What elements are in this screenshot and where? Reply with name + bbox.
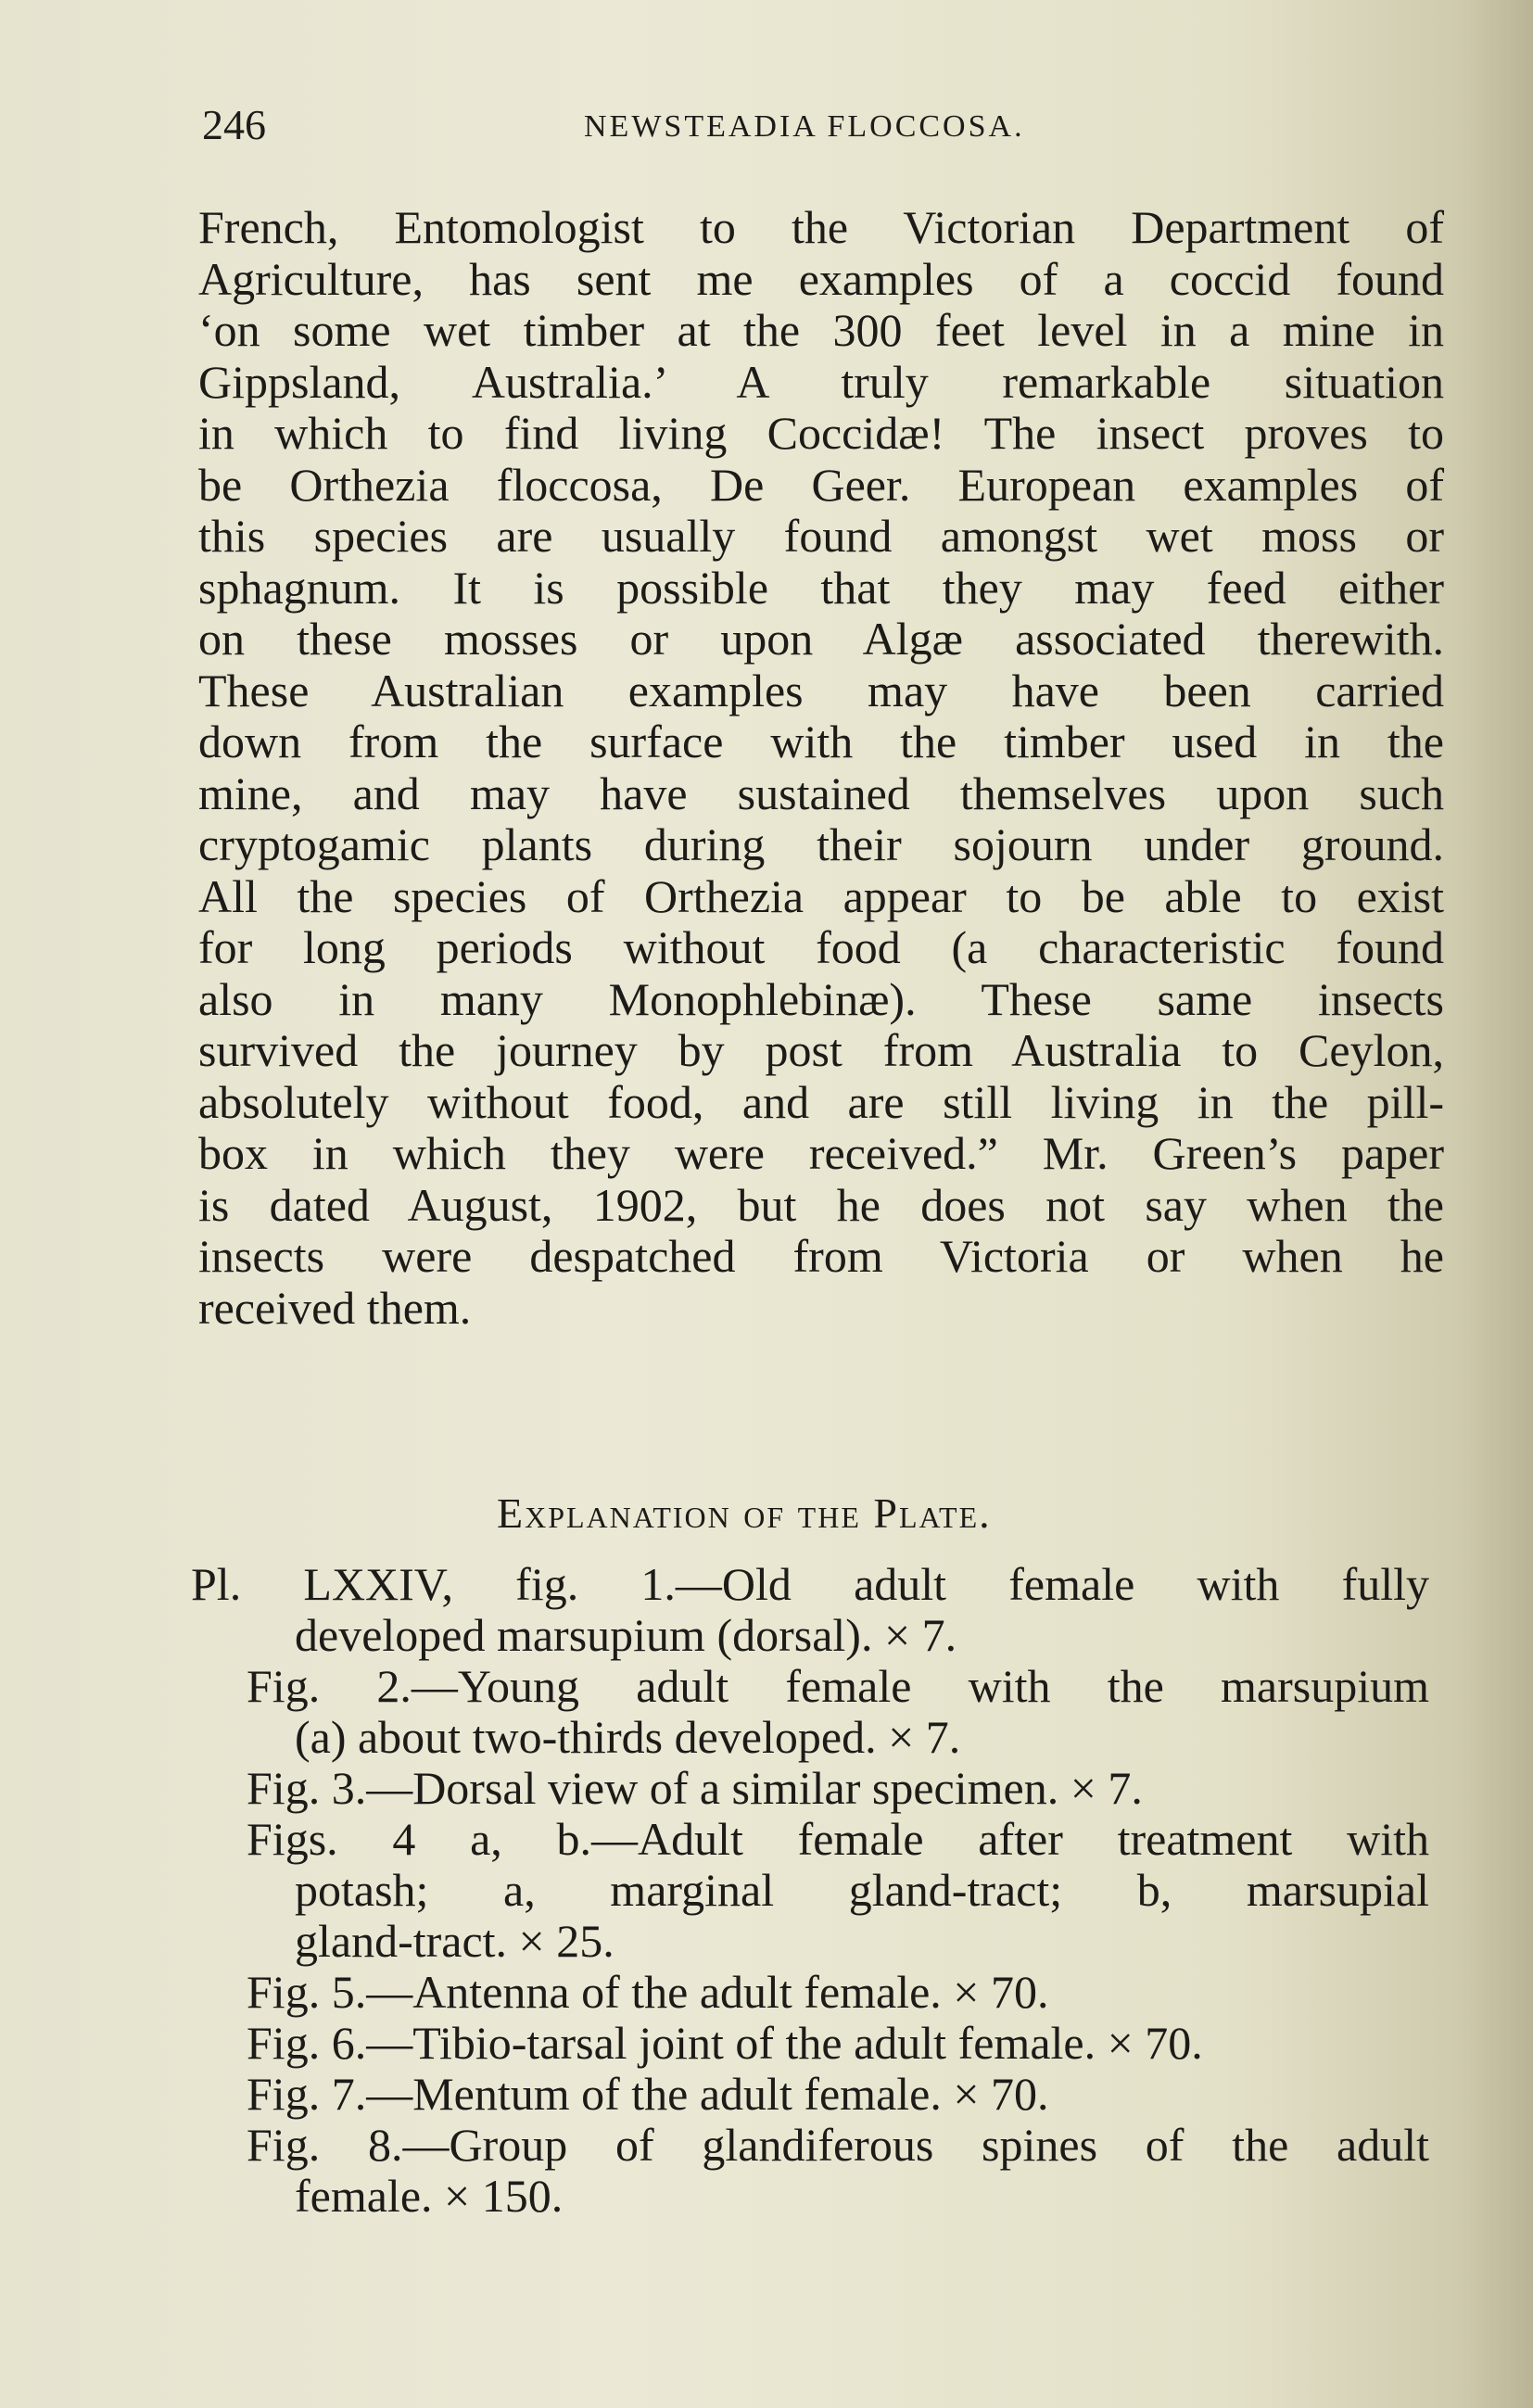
plate-entry-fig-6 xyxy=(191,2018,1429,2069)
text-line: cryptogamic plants during their sojourn under ground. xyxy=(198,818,1444,870)
plate-entry-line: Fig. 7.—Mentum of the adult female. × 70. xyxy=(247,2068,1049,2120)
running-head xyxy=(202,100,1444,156)
plate-entry-line: developed marsupium (dorsal). × 7. xyxy=(295,1609,957,1661)
text-line: received them. xyxy=(198,1281,472,1334)
text-line: mine, and may have sustained themselves upon such xyxy=(198,767,1444,819)
plate-entry-line: Fig. 5.—Antenna of the adult female. × 70. xyxy=(247,1966,1049,2018)
plate-entry-fig-3 xyxy=(191,1763,1429,1814)
plate-entry-line: Pl. LXXIV, fig. 1.—Old adult female with fully xyxy=(191,1558,1429,1610)
plate-entry-line: Fig. 2.—Young adult female with the marsupium xyxy=(247,1660,1429,1712)
text-line: absolutely without food, and are still living in the pill- xyxy=(198,1075,1444,1128)
text-line: ‘on some wet timber at the 300 feet level in a mine in xyxy=(198,304,1444,356)
plate-entry-fig-7 xyxy=(191,2069,1429,2120)
text-line: in which to find living Coccidæ! The insect proves to xyxy=(198,407,1444,459)
text-line: box in which they were received.” Mr. Green’s paper xyxy=(198,1127,1444,1179)
text-line: These Australian examples may have been carried xyxy=(198,664,1444,716)
text-line: sphagnum. It is possible that they may feed either xyxy=(198,561,1444,614)
plate-entry-line: female. × 150. xyxy=(295,2170,564,2222)
text-line: is dated August, 1902, but he does not say when the xyxy=(198,1178,1444,1231)
text-line: All the species of Orthezia appear to be able to exist xyxy=(198,869,1444,922)
plate-explanation-heading: Explanation of the Plate. xyxy=(497,1489,992,1537)
text-line: French, Entomologist to the Victorian Department of xyxy=(198,201,1444,253)
text-line: for long periods without food (a characteristic found xyxy=(198,921,1444,973)
text-line: also in many Monophlebinæ). These same insects xyxy=(198,972,1444,1025)
plate-entry-fig-5 xyxy=(191,1967,1429,2018)
text-line: this species are usually found amongst wet moss or xyxy=(198,510,1444,562)
plate-entry-line: Fig. 3.—Dorsal view of a similar specimen. × 7. xyxy=(247,1762,1143,1814)
plate-entry-line: Fig. 8.—Group of glandiferous spines of the adult xyxy=(247,2119,1429,2171)
plate-entry-line: Figs. 4 a, b.—Adult female after treatment with xyxy=(247,1813,1429,1865)
page-number: 246 xyxy=(202,101,266,148)
text-line: Gippsland, Australia.’ A truly remarkable situation xyxy=(198,355,1444,408)
plate-entry-fig-4 xyxy=(191,1814,1429,1967)
plate-explanation-list xyxy=(191,1559,1429,2222)
text-line: down from the surface with the timber used in the xyxy=(198,716,1444,767)
plate-entry-line: Fig. 6.—Tibio-tarsal joint of the adult female. × 70. xyxy=(247,2017,1203,2069)
plate-entry-line: potash; a, marginal gland-tract; b, marsupial xyxy=(295,1864,1429,1916)
text-line: insects were despatched from Victoria or when he xyxy=(198,1230,1444,1282)
text-line: be Orthezia floccosa, De Geer. European examples of xyxy=(198,458,1444,511)
text-line: on these mosses or upon Algæ associated therewith. xyxy=(198,613,1444,665)
running-title: NEWSTEADIA FLOCCOSA. xyxy=(584,109,1025,144)
plate-entry-fig-1 xyxy=(191,1559,1429,1661)
text-line: Agriculture, has sent me examples of a coccid found xyxy=(198,252,1444,305)
plate-entry-line: gland-tract. × 25. xyxy=(295,1915,614,1967)
plate-entry-line: (a) about two-thirds developed. × 7. xyxy=(295,1711,961,1763)
plate-entry-fig-2 xyxy=(191,1661,1429,1763)
body-paragraph xyxy=(198,202,1444,1334)
text-line: survived the journey by post from Australia to Ceylon, xyxy=(198,1024,1444,1076)
plate-entry-fig-8 xyxy=(191,2120,1429,2222)
